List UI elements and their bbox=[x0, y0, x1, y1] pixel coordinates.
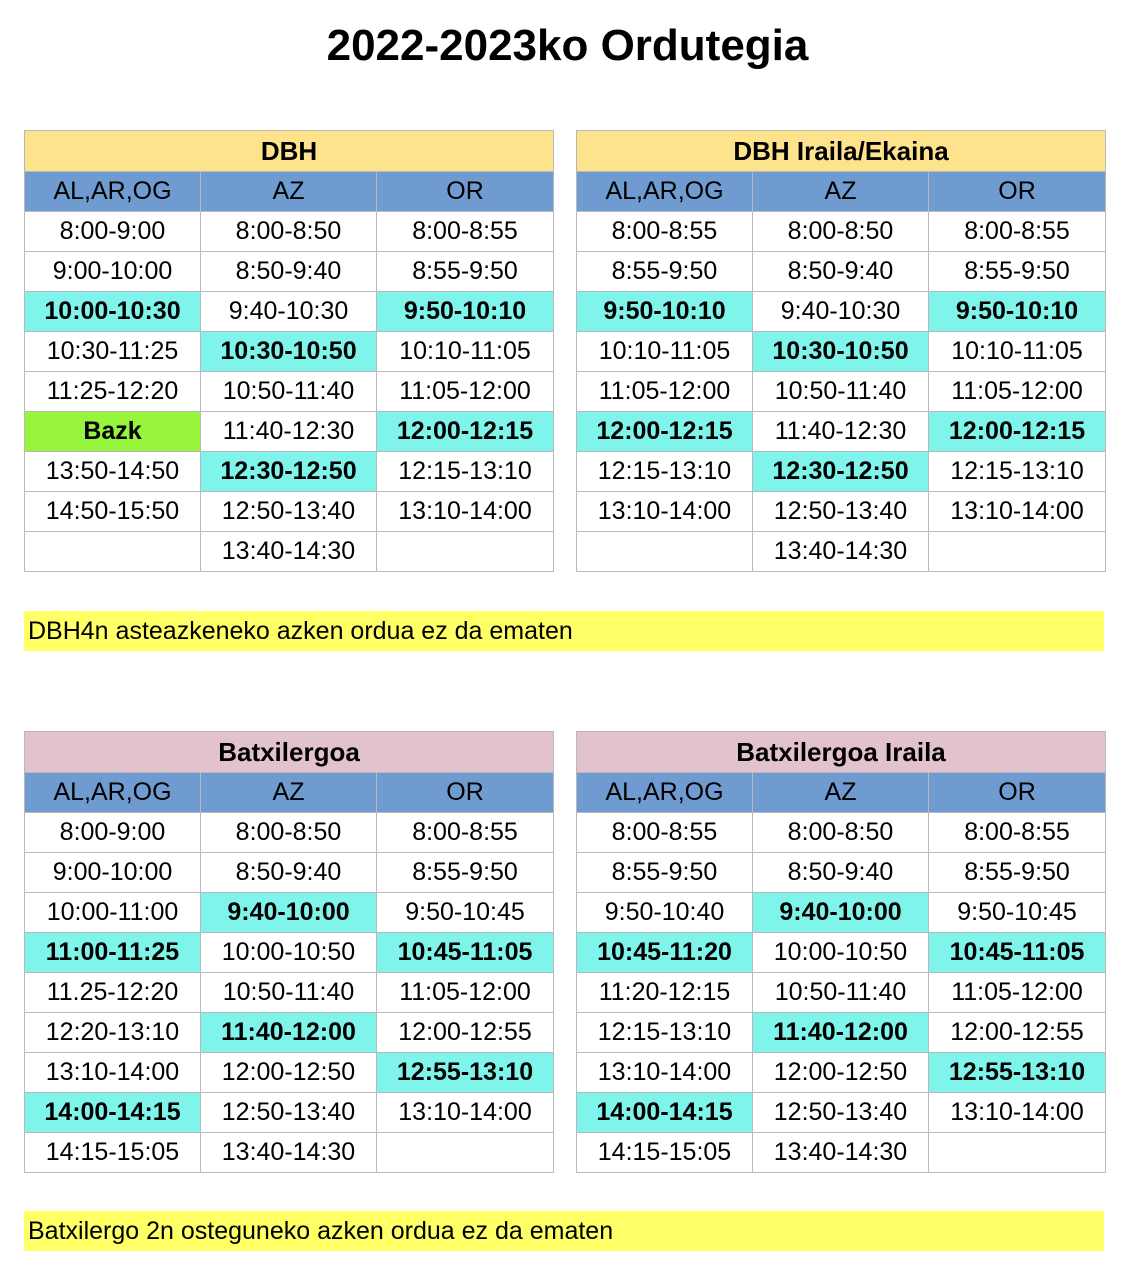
table-row bbox=[25, 212, 554, 252]
time-cell bbox=[25, 532, 201, 572]
table-row bbox=[25, 813, 554, 853]
time-cell bbox=[577, 532, 753, 572]
column-header: OR bbox=[377, 773, 554, 813]
time-cell: 14:50-15:50 bbox=[25, 492, 201, 532]
time-cell: 13:40-14:30 bbox=[753, 1133, 929, 1173]
time-cell: 8:50-9:40 bbox=[753, 252, 929, 292]
table-row bbox=[577, 893, 1106, 933]
time-cell: 11:20-12:15 bbox=[577, 973, 753, 1013]
time-cell: 8:55-9:50 bbox=[377, 252, 554, 292]
column-header: OR bbox=[929, 773, 1106, 813]
time-cell: 8:00-8:55 bbox=[377, 212, 554, 252]
time-cell: 8:00-8:50 bbox=[201, 813, 377, 853]
schedule-table-dbh bbox=[24, 130, 554, 572]
break-cell: 12:55-13:10 bbox=[929, 1053, 1106, 1093]
time-cell bbox=[929, 532, 1106, 572]
break-cell: 10:45-11:05 bbox=[377, 933, 554, 973]
table-row bbox=[25, 1133, 554, 1173]
time-cell: 13:10-14:00 bbox=[577, 1053, 753, 1093]
table-row bbox=[25, 412, 554, 452]
time-cell: 12:15-13:10 bbox=[577, 1013, 753, 1053]
time-cell: 8:00-8:55 bbox=[577, 813, 753, 853]
time-cell: 10:50-11:40 bbox=[753, 372, 929, 412]
time-cell: 13:40-14:30 bbox=[201, 532, 377, 572]
time-cell: 9:50-10:40 bbox=[577, 893, 753, 933]
time-cell: 11:05-12:00 bbox=[377, 372, 554, 412]
time-cell: 13:10-14:00 bbox=[577, 492, 753, 532]
table-row bbox=[577, 1093, 1106, 1133]
table-row bbox=[577, 1013, 1106, 1053]
time-cell: 10:50-11:40 bbox=[753, 973, 929, 1013]
time-cell: 8:00-8:55 bbox=[577, 212, 753, 252]
time-cell: 13:10-14:00 bbox=[929, 1093, 1106, 1133]
column-header: AL,AR,OG bbox=[577, 172, 753, 212]
table-row bbox=[25, 452, 554, 492]
table-row bbox=[25, 532, 554, 572]
table-row bbox=[25, 1053, 554, 1093]
time-cell bbox=[929, 1133, 1106, 1173]
break-cell: 12:00-12:15 bbox=[577, 412, 753, 452]
note-dbh: DBH4n asteazkeneko azken ordua ez da ematen bbox=[24, 611, 1104, 651]
column-header: AL,AR,OG bbox=[25, 172, 201, 212]
table-row bbox=[577, 1053, 1106, 1093]
time-cell: 8:55-9:50 bbox=[929, 853, 1106, 893]
time-cell: 10:00-10:50 bbox=[201, 933, 377, 973]
column-header: AZ bbox=[753, 172, 929, 212]
table-row bbox=[25, 292, 554, 332]
break-cell: 11:00-11:25 bbox=[25, 933, 201, 973]
time-cell: 8:50-9:40 bbox=[201, 853, 377, 893]
break-cell: 12:30-12:50 bbox=[753, 452, 929, 492]
time-cell: 8:50-9:40 bbox=[201, 252, 377, 292]
page-title: 2022-2023ko Ordutegia bbox=[326, 21, 809, 70]
break-cell: 10:00-10:30 bbox=[25, 292, 201, 332]
table-row bbox=[577, 1133, 1106, 1173]
table-row bbox=[577, 252, 1106, 292]
column-header: OR bbox=[929, 172, 1106, 212]
column-header: AZ bbox=[201, 172, 377, 212]
time-cell: 8:00-8:55 bbox=[929, 813, 1106, 853]
table-row bbox=[577, 492, 1106, 532]
time-cell: 8:00-9:00 bbox=[25, 212, 201, 252]
schedule-table-dbh-iraila-ekaina bbox=[576, 130, 1106, 572]
time-cell: 10:10-11:05 bbox=[929, 332, 1106, 372]
table-row bbox=[577, 292, 1106, 332]
column-header: AZ bbox=[201, 773, 377, 813]
break-cell: 9:40-10:00 bbox=[201, 893, 377, 933]
time-cell: 14:15-15:05 bbox=[25, 1133, 201, 1173]
break-cell: 9:40-10:00 bbox=[753, 893, 929, 933]
time-cell: 12:50-13:40 bbox=[201, 1093, 377, 1133]
time-cell: 9:50-10:45 bbox=[377, 893, 554, 933]
table-row bbox=[577, 853, 1106, 893]
time-cell: 8:50-9:40 bbox=[753, 853, 929, 893]
table-row bbox=[577, 532, 1106, 572]
time-cell: 12:00-12:55 bbox=[929, 1013, 1106, 1053]
table-row bbox=[25, 252, 554, 292]
time-cell: 11:05-12:00 bbox=[929, 973, 1106, 1013]
table-row bbox=[25, 933, 554, 973]
break-cell: 11:40-12:00 bbox=[201, 1013, 377, 1053]
table-row bbox=[25, 372, 554, 412]
column-header: AL,AR,OG bbox=[577, 773, 753, 813]
schedule-table-batxilergoa-iraila bbox=[576, 731, 1106, 1173]
break-cell: 11:40-12:00 bbox=[753, 1013, 929, 1053]
time-cell: 9:40-10:30 bbox=[201, 292, 377, 332]
break-cell: 12:30-12:50 bbox=[201, 452, 377, 492]
time-cell: 12:50-13:40 bbox=[201, 492, 377, 532]
break-cell: 9:50-10:10 bbox=[377, 292, 554, 332]
break-cell: 14:00-14:15 bbox=[25, 1093, 201, 1133]
time-cell: 13:40-14:30 bbox=[753, 532, 929, 572]
break-cell: 10:30-10:50 bbox=[201, 332, 377, 372]
time-cell: 11.25-12:20 bbox=[25, 973, 201, 1013]
time-cell: 12:50-13:40 bbox=[753, 1093, 929, 1133]
time-cell: 11:05-12:00 bbox=[577, 372, 753, 412]
table-row bbox=[25, 853, 554, 893]
table-row bbox=[25, 332, 554, 372]
time-cell: 9:00-10:00 bbox=[25, 252, 201, 292]
time-cell: 12:00-12:55 bbox=[377, 1013, 554, 1053]
time-cell: 12:50-13:40 bbox=[753, 492, 929, 532]
time-cell: 8:55-9:50 bbox=[577, 853, 753, 893]
time-cell: 10:00-10:50 bbox=[753, 933, 929, 973]
break-cell: 10:30-10:50 bbox=[753, 332, 929, 372]
table-row bbox=[25, 492, 554, 532]
table-caption: Batxilergoa Iraila bbox=[577, 732, 1106, 773]
time-cell: 8:55-9:50 bbox=[929, 252, 1106, 292]
table-caption: DBH bbox=[25, 131, 554, 172]
time-cell: 10:10-11:05 bbox=[577, 332, 753, 372]
time-cell: 8:00-8:50 bbox=[753, 212, 929, 252]
break-cell: 9:50-10:10 bbox=[929, 292, 1106, 332]
table-row bbox=[25, 1013, 554, 1053]
time-cell: 9:50-10:45 bbox=[929, 893, 1106, 933]
table-row bbox=[577, 212, 1106, 252]
time-cell: 12:00-12:50 bbox=[753, 1053, 929, 1093]
table-row bbox=[577, 412, 1106, 452]
time-cell: 8:00-8:50 bbox=[201, 212, 377, 252]
time-cell: 11:25-12:20 bbox=[25, 372, 201, 412]
time-cell: 8:55-9:50 bbox=[377, 853, 554, 893]
time-cell: 14:15-15:05 bbox=[577, 1133, 753, 1173]
time-cell: 13:40-14:30 bbox=[201, 1133, 377, 1173]
time-cell: 12:15-13:10 bbox=[929, 452, 1106, 492]
time-cell: 13:50-14:50 bbox=[25, 452, 201, 492]
time-cell: 11:05-12:00 bbox=[929, 372, 1106, 412]
time-cell: 10:50-11:40 bbox=[201, 973, 377, 1013]
time-cell: 8:00-8:55 bbox=[929, 212, 1106, 252]
time-cell: 13:10-14:00 bbox=[929, 492, 1106, 532]
time-cell: 13:10-14:00 bbox=[377, 492, 554, 532]
break-cell: 12:00-12:15 bbox=[377, 412, 554, 452]
table-caption: DBH Iraila/Ekaina bbox=[577, 131, 1106, 172]
time-cell: 8:00-8:50 bbox=[753, 813, 929, 853]
column-header: AL,AR,OG bbox=[25, 773, 201, 813]
time-cell: 8:55-9:50 bbox=[577, 252, 753, 292]
table-row bbox=[577, 452, 1106, 492]
table-row bbox=[577, 813, 1106, 853]
time-cell: 8:00-8:55 bbox=[377, 813, 554, 853]
break-cell: 12:55-13:10 bbox=[377, 1053, 554, 1093]
table-row bbox=[25, 1093, 554, 1133]
time-cell: 11:40-12:30 bbox=[753, 412, 929, 452]
break-cell: 10:45-11:20 bbox=[577, 933, 753, 973]
time-cell: 12:00-12:50 bbox=[201, 1053, 377, 1093]
time-cell: 11:40-12:30 bbox=[201, 412, 377, 452]
time-cell: 10:30-11:25 bbox=[25, 332, 201, 372]
table-row bbox=[577, 372, 1106, 412]
table-row bbox=[25, 893, 554, 933]
break-cell: 14:00-14:15 bbox=[577, 1093, 753, 1133]
break-cell: 9:50-10:10 bbox=[577, 292, 753, 332]
time-cell: 8:00-9:00 bbox=[25, 813, 201, 853]
column-header: AZ bbox=[753, 773, 929, 813]
time-cell bbox=[377, 1133, 554, 1173]
table-row bbox=[577, 332, 1106, 372]
time-cell: 12:15-13:10 bbox=[577, 452, 753, 492]
lunch-cell: Bazk bbox=[25, 412, 201, 452]
table-row bbox=[25, 973, 554, 1013]
time-cell: 10:50-11:40 bbox=[201, 372, 377, 412]
table-row bbox=[577, 933, 1106, 973]
schedule-table-batxilergoa bbox=[24, 731, 554, 1173]
break-cell: 12:00-12:15 bbox=[929, 412, 1106, 452]
table-row bbox=[577, 973, 1106, 1013]
time-cell bbox=[377, 532, 554, 572]
table-caption: Batxilergoa bbox=[25, 732, 554, 773]
time-cell: 13:10-14:00 bbox=[377, 1093, 554, 1133]
time-cell: 9:00-10:00 bbox=[25, 853, 201, 893]
time-cell: 12:15-13:10 bbox=[377, 452, 554, 492]
time-cell: 10:00-11:00 bbox=[25, 893, 201, 933]
time-cell: 11:05-12:00 bbox=[377, 973, 554, 1013]
time-cell: 9:40-10:30 bbox=[753, 292, 929, 332]
time-cell: 13:10-14:00 bbox=[25, 1053, 201, 1093]
note-batxilergoa: Batxilergo 2n osteguneko azken ordua ez da ematen bbox=[24, 1211, 1104, 1251]
break-cell: 10:45-11:05 bbox=[929, 933, 1106, 973]
time-cell: 12:20-13:10 bbox=[25, 1013, 201, 1053]
column-header: OR bbox=[377, 172, 554, 212]
time-cell: 10:10-11:05 bbox=[377, 332, 554, 372]
